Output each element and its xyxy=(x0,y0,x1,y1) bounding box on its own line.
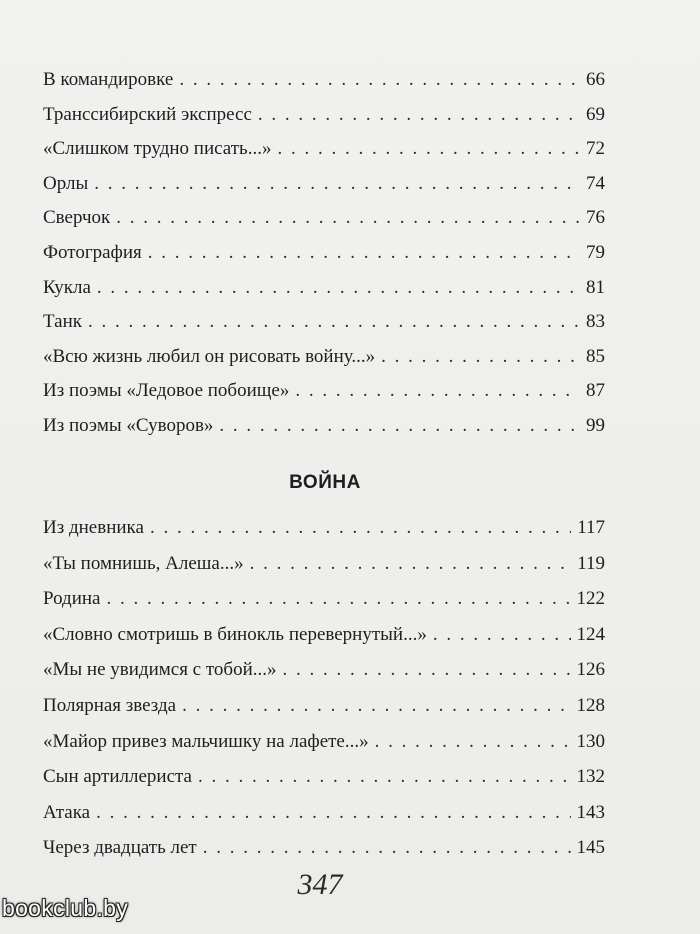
watermark-text: bookclub.by xyxy=(2,895,129,921)
toc-entry xyxy=(43,724,605,760)
toc-entry-title: Орлы xyxy=(43,172,89,194)
toc-entry xyxy=(43,617,605,653)
toc-entry xyxy=(43,236,605,271)
toc-entry xyxy=(43,305,605,340)
toc-entry xyxy=(43,652,605,688)
dot-leader xyxy=(148,236,580,271)
toc-entry xyxy=(43,546,605,582)
dot-leader xyxy=(116,201,580,236)
toc-entry xyxy=(43,581,605,617)
toc-entry-title: «Майор привез мальчишку на лафете...» xyxy=(43,730,369,752)
toc-entry-title: Из поэмы «Ледовое побоище» xyxy=(43,380,290,402)
toc-entry-title: Через двадцать лет xyxy=(43,837,197,859)
table-of-contents-part-1 xyxy=(43,63,605,444)
toc-entry-page: 69 xyxy=(586,103,605,125)
toc-entry-title: Фотография xyxy=(43,241,142,263)
dot-leader xyxy=(381,340,580,375)
toc-entry xyxy=(43,510,605,546)
toc-entry-title: Из поэмы «Суворов» xyxy=(43,414,214,436)
toc-entry-title: «Словно смотришь в бинокль перевернутый...» xyxy=(43,623,427,645)
toc-entry xyxy=(43,63,605,98)
toc-entry-title: Транссибирский экспресс xyxy=(43,103,252,125)
toc-entry-page: 87 xyxy=(586,380,605,402)
dot-leader xyxy=(250,546,572,582)
toc-entry-page: 85 xyxy=(586,345,605,367)
toc-entry xyxy=(43,795,605,831)
toc-entry-page: 130 xyxy=(576,730,605,752)
dot-leader xyxy=(182,688,570,724)
toc-entry-page: 132 xyxy=(576,766,605,788)
dot-leader xyxy=(97,271,580,306)
dot-leader xyxy=(375,724,571,760)
toc-entry xyxy=(43,830,605,866)
table-of-contents-part-2 xyxy=(43,510,605,866)
toc-entry-title: Танк xyxy=(43,311,82,333)
toc-entry-page: 117 xyxy=(577,517,605,538)
dot-leader xyxy=(433,617,571,653)
toc-entry-title: Кукла xyxy=(43,276,91,298)
toc-entry xyxy=(43,167,605,202)
section-heading: ВОЙНА xyxy=(289,472,361,493)
toc-entry-page: 74 xyxy=(586,172,605,194)
toc-entry xyxy=(43,374,605,409)
toc-entry-page: 81 xyxy=(586,276,605,298)
toc-entry-title: Из дневника xyxy=(43,517,144,538)
toc-entry-title: «Ты помнишь, Алеша...» xyxy=(43,552,244,574)
toc-entry-page: 83 xyxy=(586,311,605,333)
dot-leader xyxy=(94,167,580,202)
dot-leader xyxy=(88,305,580,340)
toc-entry-page: 143 xyxy=(576,801,605,823)
toc-entry xyxy=(43,271,605,306)
toc-entry-title: Родина xyxy=(43,588,101,610)
toc-entry-page: 145 xyxy=(576,837,605,859)
dot-leader xyxy=(106,581,570,617)
dot-leader xyxy=(219,409,580,444)
toc-entry xyxy=(43,98,605,133)
dot-leader xyxy=(179,63,580,98)
toc-entry-page: 126 xyxy=(576,659,605,681)
toc-entry-page: 128 xyxy=(576,694,605,716)
toc-entry xyxy=(43,759,605,795)
toc-entry-page: 119 xyxy=(577,552,605,574)
toc-entry-title: «Слишком трудно писать...» xyxy=(43,138,272,160)
toc-entry-page: 79 xyxy=(586,241,605,263)
toc-entry-page: 124 xyxy=(576,623,605,645)
toc-entry-title: Сын артиллериста xyxy=(43,766,192,788)
toc-entry-title: Сверчок xyxy=(43,207,111,229)
toc-entry-page: 66 xyxy=(586,69,605,90)
toc-entry-page: 72 xyxy=(586,138,605,160)
toc-entry xyxy=(43,409,605,444)
dot-leader xyxy=(150,510,571,546)
page-number: 347 xyxy=(297,868,343,901)
dot-leader xyxy=(203,830,571,866)
toc-entry xyxy=(43,132,605,167)
toc-entry-title: Атака xyxy=(43,801,91,823)
dot-leader xyxy=(295,374,580,409)
dot-leader xyxy=(277,132,580,167)
dot-leader xyxy=(198,759,571,795)
toc-entry-page: 99 xyxy=(586,414,605,436)
toc-entry xyxy=(43,340,605,375)
toc-entry-page: 76 xyxy=(586,207,605,229)
dot-leader xyxy=(283,652,571,688)
toc-entry-title: Полярная звезда xyxy=(43,694,177,716)
toc-entry-page: 122 xyxy=(576,588,605,610)
dot-leader xyxy=(258,98,580,133)
toc-entry-title: «Мы не увидимся с тобой...» xyxy=(43,659,277,681)
toc-entry xyxy=(43,201,605,236)
toc-entry-title: В командировке xyxy=(43,69,174,90)
toc-entry xyxy=(43,688,605,724)
toc-entry-title: «Всю жизнь любил он рисовать войну...» xyxy=(43,345,376,367)
dot-leader xyxy=(96,795,570,831)
